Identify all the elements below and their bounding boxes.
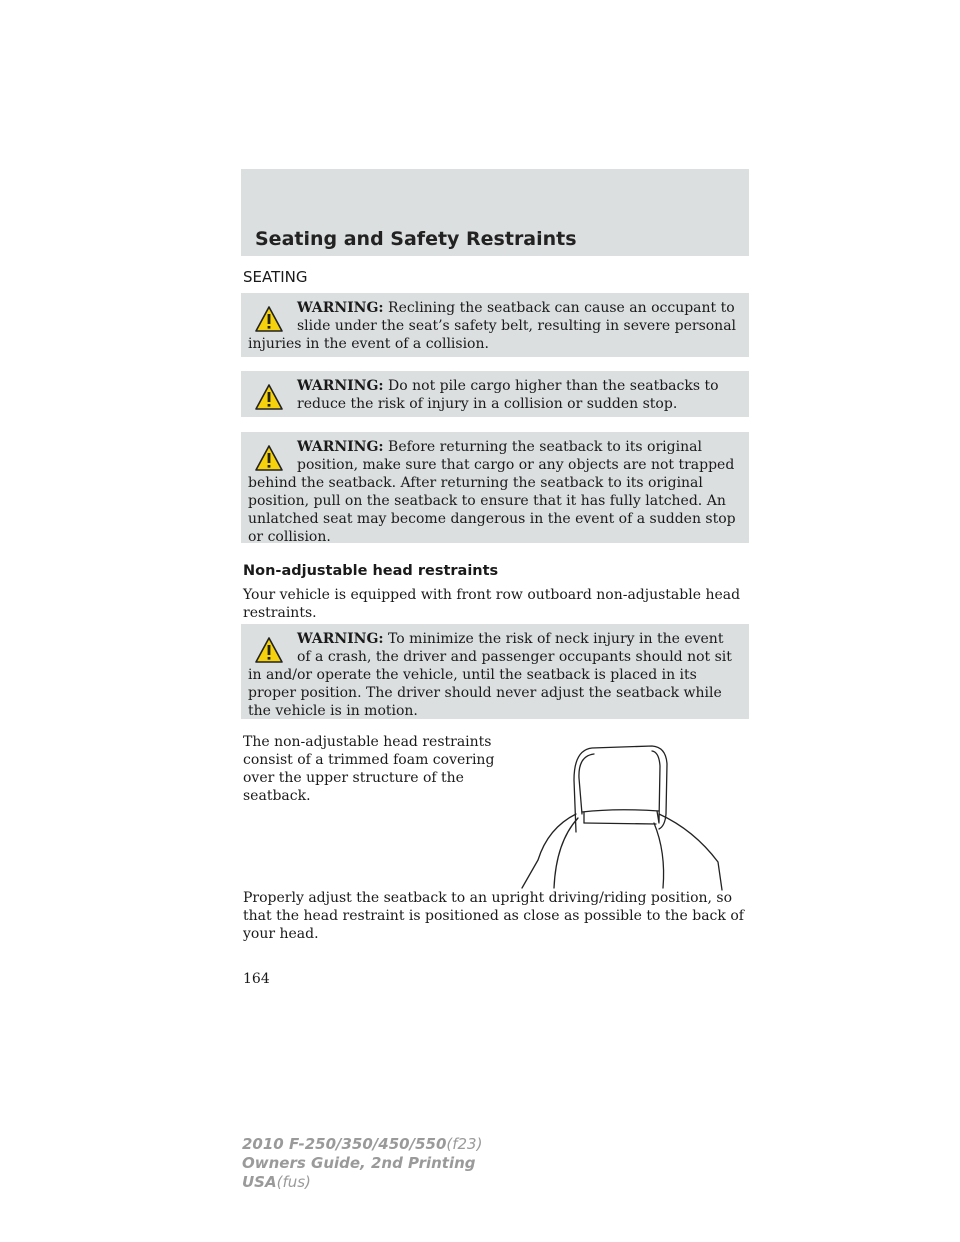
- warning-label: WARNING:: [297, 631, 384, 647]
- warning-triangle-icon: [254, 305, 284, 333]
- section-heading: SEATING: [243, 268, 308, 286]
- warning-text: Do not pile cargo higher than the seatbacks to reduce the risk of injury in a collision or sudden stop.: [297, 378, 719, 412]
- warning-triangle-icon: [254, 383, 284, 411]
- warning-text: Before returning the seatback to its original position, make sure that cargo or any objects are not trapped behind the seatback. After returning the seatback to its original position, pull on the seatback to ensure that it has fully latched. An unlatched seat may become dangerous in the event of a sudden stop or collision.: [248, 439, 736, 545]
- subheading: Non-adjustable head restraints: [243, 563, 499, 579]
- section-header-bar: [241, 169, 749, 256]
- description-paragraph: The non-adjustable head restraints consist of a trimmed foam covering over the upper structure of the seatback.: [243, 734, 495, 804]
- warning-text: To minimize the risk of neck injury in the event of a crash, the driver and passenger occupants should not sit in and/or operate the vehicle, until the seatback is placed in its proper position. The driver should never adjust the seatback while the vehicle is in motion.: [248, 631, 732, 719]
- intro-paragraph: Your vehicle is equipped with front row outboard non-adjustable head restraints.: [243, 587, 741, 621]
- footer-model-code: (f23): [446, 1135, 483, 1153]
- adjust-paragraph: Properly adjust the seatback to an upright driving/riding position, so that the head restraint is positioned as close as possible to the back of your head.: [243, 890, 744, 942]
- warning-triangle-icon: [254, 636, 284, 664]
- page-number: 164: [243, 971, 270, 987]
- warning-triangle-icon: [254, 444, 284, 472]
- footer-region-code: (fus): [276, 1173, 311, 1191]
- warning-box: [241, 624, 749, 719]
- warning-label: WARNING:: [297, 300, 384, 316]
- warning-box: [241, 432, 749, 543]
- warning-box: [241, 371, 749, 417]
- warning-label: WARNING:: [297, 378, 384, 394]
- footer-guide: Owners Guide, 2nd Printing: [242, 1154, 476, 1172]
- section-header-title: Seating and Safety Restraints: [255, 228, 577, 250]
- warning-text: Reclining the seatback can cause an occupant to slide under the seat’s safety belt, resulting in severe personal injuries in the event of a collision.: [248, 300, 737, 352]
- warning-label: WARNING:: [297, 439, 384, 455]
- warning-box: [241, 293, 749, 357]
- footer-region: USA: [242, 1173, 277, 1191]
- head-restraint-illustration: [516, 742, 726, 894]
- footer-model: 2010 F-250/350/450/550: [242, 1135, 447, 1153]
- footer: [242, 1135, 482, 1192]
